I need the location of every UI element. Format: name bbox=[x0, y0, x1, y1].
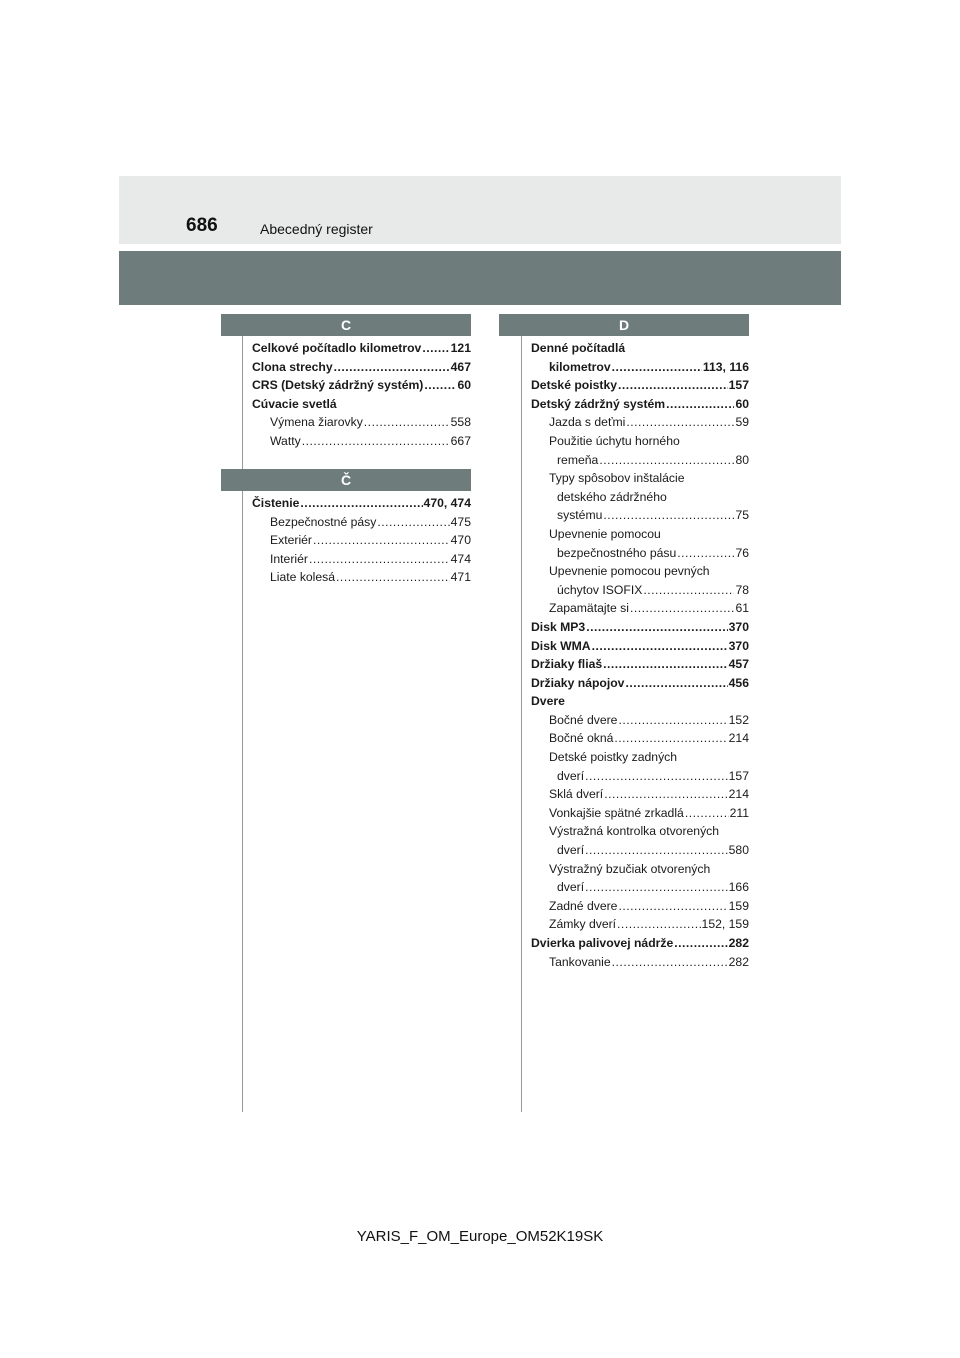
index-entry bbox=[531, 953, 749, 972]
page-number: 686 bbox=[186, 215, 218, 236]
dot-leader bbox=[618, 711, 727, 730]
index-entry-term: Bočné okná bbox=[549, 731, 614, 746]
index-entry bbox=[531, 674, 749, 693]
dot-leader bbox=[614, 729, 727, 748]
dot-leader bbox=[603, 506, 734, 525]
index-entry-page: 152 bbox=[728, 712, 749, 727]
index-entry bbox=[531, 767, 749, 786]
index-entry-term: dverí bbox=[557, 768, 585, 783]
index-entry-term: Watty bbox=[270, 433, 301, 448]
index-entry-page: 667 bbox=[450, 433, 471, 448]
index-entry bbox=[531, 785, 749, 804]
dot-leader bbox=[585, 767, 728, 786]
section-header-d: D bbox=[499, 314, 749, 336]
index-entry-term: Zapamätajte si bbox=[549, 601, 629, 616]
section-header-c-caron: Č bbox=[221, 469, 471, 491]
index-entry-term: Dvere bbox=[531, 694, 565, 709]
index-entry bbox=[531, 692, 749, 711]
dot-leader bbox=[618, 897, 727, 916]
index-entry-term: Detské poistky bbox=[531, 378, 618, 393]
index-entry-term: Exteriér bbox=[270, 533, 312, 548]
index-entry-page: 60 bbox=[735, 396, 749, 411]
dot-leader bbox=[309, 550, 450, 569]
index-entry-term: úchytov ISOFIX bbox=[557, 582, 643, 597]
index-entry bbox=[531, 860, 749, 879]
index-entry-page: 211 bbox=[729, 805, 749, 820]
dot-leader bbox=[617, 915, 701, 934]
index-entry bbox=[531, 358, 749, 377]
index-entry-term: Dvierka palivovej nádrže bbox=[531, 936, 674, 950]
index-entry-page: 282 bbox=[728, 954, 749, 969]
index-entry bbox=[531, 525, 749, 544]
index-entry-page: 471 bbox=[450, 570, 471, 585]
index-entry-term: Disk WMA bbox=[531, 638, 591, 653]
dot-leader bbox=[313, 531, 450, 550]
index-entry bbox=[252, 339, 471, 358]
index-entry-term: dverí bbox=[557, 843, 585, 858]
dot-leader bbox=[604, 785, 727, 804]
dot-leader bbox=[626, 413, 734, 432]
index-entry-page: 370 bbox=[728, 638, 749, 653]
index-entry bbox=[531, 376, 749, 395]
index-entry-page: 113, 116 bbox=[702, 359, 749, 374]
index-entry bbox=[531, 897, 749, 916]
dot-leader bbox=[630, 599, 735, 618]
index-entry bbox=[531, 469, 749, 488]
index-entry bbox=[531, 637, 749, 656]
dot-leader bbox=[586, 618, 727, 637]
dot-leader bbox=[364, 413, 450, 432]
index-entry bbox=[531, 451, 749, 470]
index-entry-page: 558 bbox=[450, 415, 471, 430]
dot-leader bbox=[674, 934, 727, 953]
index-entry bbox=[531, 841, 749, 860]
index-entry-page: 75 bbox=[735, 508, 749, 523]
dot-leader bbox=[625, 674, 727, 693]
index-entry-term: Výmena žiarovky bbox=[270, 415, 363, 430]
index-entry-term: Clona strechy bbox=[252, 359, 333, 374]
index-entry bbox=[252, 358, 471, 377]
index-entry-page: 80 bbox=[735, 452, 749, 467]
index-entry bbox=[531, 562, 749, 581]
dot-leader bbox=[585, 841, 728, 860]
index-entry-term: Vonkajšie spätné zrkadlá bbox=[549, 805, 684, 820]
index-entry-term: Liate kolesá bbox=[270, 570, 336, 585]
dot-leader bbox=[300, 494, 422, 513]
index-entry-term: Interiér bbox=[270, 551, 308, 566]
index-entry bbox=[531, 544, 749, 563]
index-entry bbox=[252, 550, 471, 569]
index-entry bbox=[531, 395, 749, 414]
dot-leader bbox=[302, 432, 450, 451]
right-column-rule bbox=[521, 334, 522, 1112]
dot-leader bbox=[643, 581, 734, 600]
index-entry-page: 61 bbox=[735, 601, 749, 616]
index-entry bbox=[531, 915, 749, 934]
dot-leader bbox=[685, 804, 729, 823]
index-entry bbox=[252, 413, 471, 432]
header-dark-band bbox=[119, 251, 841, 305]
index-entry-term: Sklá dverí bbox=[549, 787, 604, 802]
index-entry-page: 60 bbox=[457, 378, 471, 393]
index-entry-page: 467 bbox=[450, 359, 471, 374]
index-entry-page: 470, 474 bbox=[423, 496, 471, 510]
index-entry-page: 166 bbox=[728, 880, 749, 895]
index-entry bbox=[252, 513, 471, 532]
chapter-title: Abecedný register bbox=[260, 221, 373, 237]
dot-leader bbox=[585, 878, 728, 897]
dot-leader bbox=[592, 637, 728, 656]
index-entry-page: 580 bbox=[728, 843, 749, 858]
index-entry bbox=[531, 748, 749, 767]
index-entry-term: Denné počítadlá bbox=[531, 341, 626, 355]
index-column-c bbox=[252, 339, 471, 451]
left-column-rule bbox=[242, 334, 243, 1112]
index-entry-page: 470 bbox=[450, 533, 471, 548]
index-entry-term: dverí bbox=[557, 880, 585, 895]
index-entry bbox=[531, 822, 749, 841]
index-entry-page: 282 bbox=[728, 936, 749, 950]
index-entry bbox=[531, 711, 749, 730]
index-entry-term: Tankovanie bbox=[549, 954, 611, 969]
index-entry-term: kilometrov bbox=[549, 359, 611, 374]
index-entry-page: 456 bbox=[728, 675, 749, 690]
index-entry-term: CRS (Detský zádržný systém) bbox=[252, 378, 424, 393]
index-entry bbox=[252, 494, 471, 513]
dot-leader bbox=[377, 513, 449, 532]
dot-leader bbox=[666, 395, 734, 414]
index-entry-page: 214 bbox=[728, 787, 749, 802]
index-entry bbox=[531, 413, 749, 432]
index-entry bbox=[531, 488, 749, 507]
index-entry bbox=[531, 339, 749, 358]
header-top-band bbox=[119, 176, 841, 244]
index-entry-page: 157 bbox=[728, 768, 749, 783]
index-entry-page: 370 bbox=[728, 619, 749, 634]
index-entry bbox=[531, 655, 749, 674]
dot-leader bbox=[424, 376, 456, 395]
index-entry bbox=[531, 878, 749, 897]
index-entry-page: 475 bbox=[450, 514, 471, 529]
index-entry-page: 78 bbox=[735, 582, 749, 597]
index-entry bbox=[531, 506, 749, 525]
dot-leader bbox=[422, 339, 449, 358]
dot-leader bbox=[603, 655, 728, 674]
index-entry-term: Cúvacie svetlá bbox=[252, 396, 337, 411]
index-entry bbox=[252, 376, 471, 395]
dot-leader bbox=[612, 358, 702, 377]
footer-document-id: YARIS_F_OM_Europe_OM52K19SK bbox=[356, 1228, 604, 1245]
index-entry-page: 214 bbox=[728, 731, 749, 746]
index-entry-page: 474 bbox=[450, 551, 471, 566]
index-entry bbox=[531, 934, 749, 953]
index-entry-term: Použitie úchytu horného bbox=[549, 433, 680, 448]
dot-leader bbox=[336, 568, 450, 587]
index-entry-term: Bočné dvere bbox=[549, 712, 618, 727]
index-entry bbox=[531, 581, 749, 600]
index-entry-term: Celkové počítadlo kilometrov bbox=[252, 341, 422, 355]
dot-leader bbox=[612, 953, 728, 972]
index-entry bbox=[531, 432, 749, 451]
index-entry bbox=[531, 804, 749, 823]
index-entry bbox=[252, 531, 471, 550]
index-entry-term: Výstražná kontrolka otvorených bbox=[549, 824, 720, 839]
index-entry bbox=[252, 432, 471, 451]
dot-leader bbox=[618, 376, 728, 395]
index-entry bbox=[531, 599, 749, 618]
dot-leader bbox=[677, 544, 734, 563]
index-entry-term: Jazda s deťmi bbox=[549, 415, 626, 430]
index-entry-term: systému bbox=[557, 508, 603, 523]
index-entry-page: 76 bbox=[735, 545, 749, 560]
index-entry-term: Držiaky nápojov bbox=[531, 675, 625, 690]
index-entry-term: Typy spôsobov inštalácie bbox=[549, 471, 685, 486]
index-entry-term: Detské poistky zadných bbox=[549, 750, 678, 765]
index-entry-term: bezpečnostného pásu bbox=[557, 545, 677, 560]
index-column-d bbox=[531, 339, 749, 971]
index-entry-term: Zadné dvere bbox=[549, 898, 618, 913]
index-entry-page: 121 bbox=[450, 341, 471, 355]
index-entry-term: Detský zádržný systém bbox=[531, 396, 666, 411]
index-entry-term: remeňa bbox=[557, 452, 599, 467]
index-column-c-caron bbox=[252, 494, 471, 587]
dot-leader bbox=[334, 358, 450, 377]
index-entry-page: 152, 159 bbox=[701, 917, 749, 932]
index-entry-page: 457 bbox=[728, 657, 749, 672]
index-entry bbox=[252, 395, 471, 414]
index-entry-page: 157 bbox=[728, 378, 749, 393]
index-entry-term: detského zádržného bbox=[557, 489, 667, 504]
index-entry-term: Bezpečnostné pásy bbox=[270, 514, 377, 529]
index-entry-term: Upevnenie pomocou pevných bbox=[549, 564, 710, 579]
index-entry-term: Zámky dverí bbox=[549, 917, 617, 932]
index-entry-term: Upevnenie pomocou bbox=[549, 526, 661, 541]
index-entry-term: Držiaky fliaš bbox=[531, 657, 603, 672]
index-entry bbox=[531, 729, 749, 748]
index-entry-term: Disk MP3 bbox=[531, 619, 586, 634]
index-entry-term: Výstražný bzučiak otvorených bbox=[549, 861, 711, 876]
index-entry bbox=[531, 618, 749, 637]
index-entry bbox=[252, 568, 471, 587]
section-header-c: C bbox=[221, 314, 471, 336]
index-entry-page: 59 bbox=[735, 415, 749, 430]
index-entry-page: 159 bbox=[728, 898, 749, 913]
index-entry-term: Čistenie bbox=[252, 496, 300, 510]
dot-leader bbox=[599, 451, 734, 470]
